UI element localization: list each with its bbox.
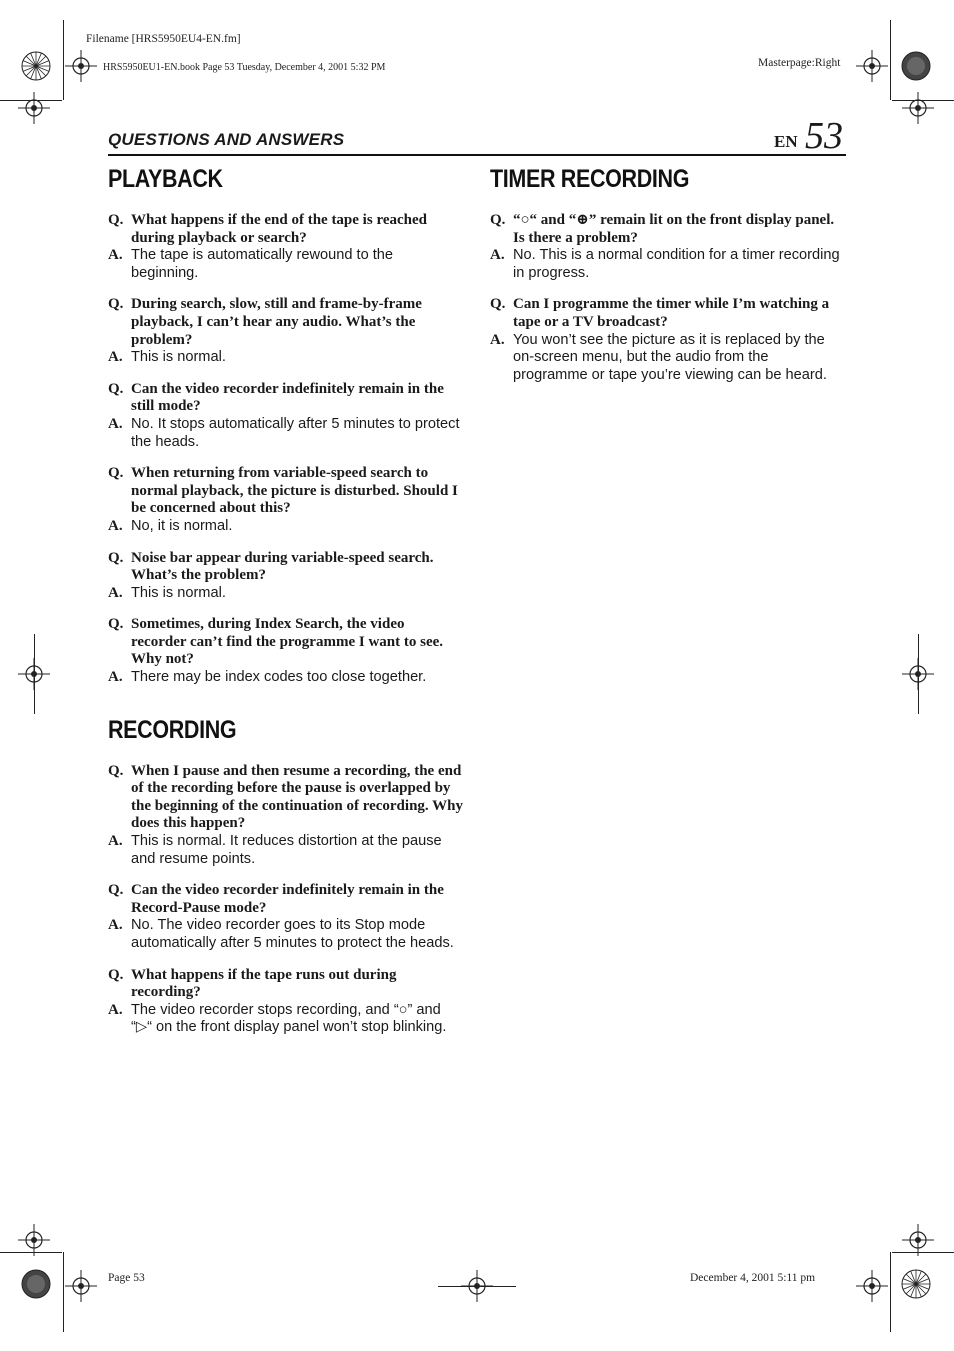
question	[108, 465, 463, 518]
a-label: A.	[108, 917, 123, 934]
crop-mark	[63, 20, 64, 100]
a-label: A.	[490, 247, 505, 264]
registration-dial-icon	[900, 1268, 932, 1300]
q-label: Q.	[108, 212, 124, 228]
a-label: A.	[108, 584, 123, 601]
question	[490, 296, 845, 331]
crosshair-mark-icon	[856, 1270, 888, 1302]
crop-mark	[34, 634, 35, 714]
qa-item	[108, 550, 463, 603]
crop-mark	[890, 1252, 891, 1332]
qa-item	[490, 296, 845, 384]
language-label: EN	[774, 132, 798, 151]
masterpage-label: Masterpage:Right	[758, 57, 841, 69]
answer	[108, 1002, 463, 1037]
question-text: When I pause and then resume a recording, the end of the recording before the pause is overlapped by the beginning of the continuation of recording. Why does this happen?	[131, 762, 463, 832]
answer-text: No. It stops automatically after 5 minutes to protect the heads.	[131, 415, 460, 450]
crop-mark	[63, 1252, 64, 1332]
q-label: Q.	[108, 380, 124, 397]
answer-text: You won’t see the picture as it is replaced by the on-screen menu, but the audio from the programme or tape you’re viewing can be heard.	[513, 331, 827, 383]
a-label: A.	[108, 833, 123, 850]
answer	[490, 247, 845, 282]
question-text: Sometimes, during Index Search, the video recorder can’t find the programme I want to see. Why not?	[131, 616, 444, 668]
recording-qa-list	[108, 763, 463, 1037]
answer-text: No, it is normal.	[131, 517, 233, 534]
playback-heading: PLAYBACK	[108, 165, 223, 193]
qa-item	[108, 381, 463, 451]
crosshair-mark-icon	[18, 1224, 50, 1256]
answer-text: There may be index codes too close together.	[131, 669, 427, 686]
playback-qa-list	[108, 212, 463, 687]
answer-text: This is normal.	[131, 584, 226, 601]
question	[108, 296, 463, 349]
question	[108, 550, 463, 585]
section-header: QUESTIONS AND ANSWERS	[108, 130, 345, 149]
answer	[108, 833, 463, 868]
question-text: “○“ and “⊕” remain lit on the front display panel. Is there a problem?	[513, 212, 835, 246]
answer	[108, 416, 463, 451]
a-label: A.	[108, 517, 123, 534]
answer-text: This is normal.	[131, 349, 226, 366]
answer	[108, 585, 463, 603]
crop-mark	[890, 20, 891, 100]
question	[108, 616, 463, 669]
question-text: Can the video recorder indefinitely remain in the Record-Pause mode?	[131, 882, 444, 916]
question	[108, 381, 463, 416]
crosshair-mark-icon	[856, 50, 888, 82]
question-text: During search, slow, still and frame-by-frame playback, I can’t hear any audio. What’s the problem?	[131, 296, 422, 348]
question-text: What happens if the tape runs out during recording?	[131, 966, 397, 1001]
q-label: Q.	[490, 296, 506, 313]
crosshair-mark-icon	[902, 1224, 934, 1256]
book-info-line: HRS5950EU1-EN.book Page 53 Tuesday, December 4, 2001 5:32 PM	[103, 62, 386, 73]
crosshair-mark-icon	[18, 92, 50, 124]
qa-item	[490, 212, 845, 282]
a-label: A.	[108, 415, 123, 432]
question	[108, 967, 463, 1002]
answer	[108, 669, 463, 687]
registration-dial-icon	[20, 50, 52, 82]
qa-item	[108, 212, 463, 282]
q-label: Q.	[108, 616, 124, 633]
question-text: Can the video recorder indefinitely remain in the still mode?	[131, 380, 444, 415]
qa-item	[108, 465, 463, 535]
header-rule	[108, 154, 846, 156]
q-label: Q.	[108, 465, 124, 482]
crop-mark	[918, 634, 919, 714]
q-label: Q.	[108, 762, 124, 779]
crosshair-mark-icon	[65, 1270, 97, 1302]
question-text: Noise bar appear during variable-speed search. What’s the problem?	[131, 549, 434, 584]
section-gap	[108, 687, 463, 713]
filename-label: Filename [HRS5950EU4-EN.fm]	[86, 33, 241, 45]
timer-qa-list	[490, 212, 845, 384]
qa-item	[108, 967, 463, 1037]
left-column	[108, 162, 463, 1037]
answer	[108, 518, 463, 536]
question	[108, 882, 463, 917]
footer-page-label: Page 53	[108, 1272, 145, 1284]
footer-date-label: December 4, 2001 5:11 pm	[690, 1272, 816, 1284]
a-label: A.	[108, 247, 123, 264]
a-label: A.	[108, 1001, 123, 1018]
question	[108, 763, 463, 833]
q-label: Q.	[108, 966, 124, 983]
a-label: A.	[108, 349, 123, 366]
page-number: 53	[805, 115, 843, 157]
answer-text: The video recorder stops recording, and “○” and “▷“ on the front display panel won’t stop blinking.	[131, 1001, 447, 1036]
question-text: What happens if the end of the tape is reached during playback or search?	[131, 212, 427, 246]
answer	[108, 917, 463, 952]
answer-text: This is normal. It reduces distortion at the pause and resume points.	[131, 833, 442, 867]
answer-text: The tape is automatically rewound to the beginning.	[131, 247, 394, 281]
qa-item	[108, 763, 463, 869]
qa-item	[108, 882, 463, 952]
a-label: A.	[108, 669, 123, 686]
recording-heading: RECORDING	[108, 715, 237, 744]
question	[490, 212, 845, 247]
answer	[490, 332, 845, 385]
q-label: Q.	[108, 296, 124, 313]
qa-item	[108, 616, 463, 686]
question-text: Can I programme the timer while I’m watching a tape or a TV broadcast?	[513, 296, 830, 330]
answer-text: No. The video recorder goes to its Stop mode automatically after 5 minutes to protect the heads.	[131, 917, 454, 951]
a-label: A.	[490, 331, 505, 348]
answer-text: No. This is a normal condition for a timer recording in progress.	[513, 247, 840, 281]
crosshair-mark-icon	[65, 50, 97, 82]
timer-recording-heading: TIMER RECORDING	[490, 165, 690, 193]
q-label: Q.	[490, 212, 506, 228]
q-label: Q.	[108, 549, 124, 566]
qa-item	[108, 296, 463, 366]
registration-dial-icon	[900, 50, 932, 82]
registration-dial-icon	[20, 1268, 52, 1300]
crosshair-mark-icon	[902, 92, 934, 124]
crop-mark	[438, 1286, 516, 1287]
q-label: Q.	[108, 882, 124, 899]
right-column	[490, 162, 845, 384]
answer	[108, 349, 463, 367]
question-text: When returning from variable-speed search to normal playback, the picture is disturbed. Should I be concerned about this?	[131, 465, 458, 517]
question	[108, 212, 463, 247]
answer	[108, 247, 463, 282]
